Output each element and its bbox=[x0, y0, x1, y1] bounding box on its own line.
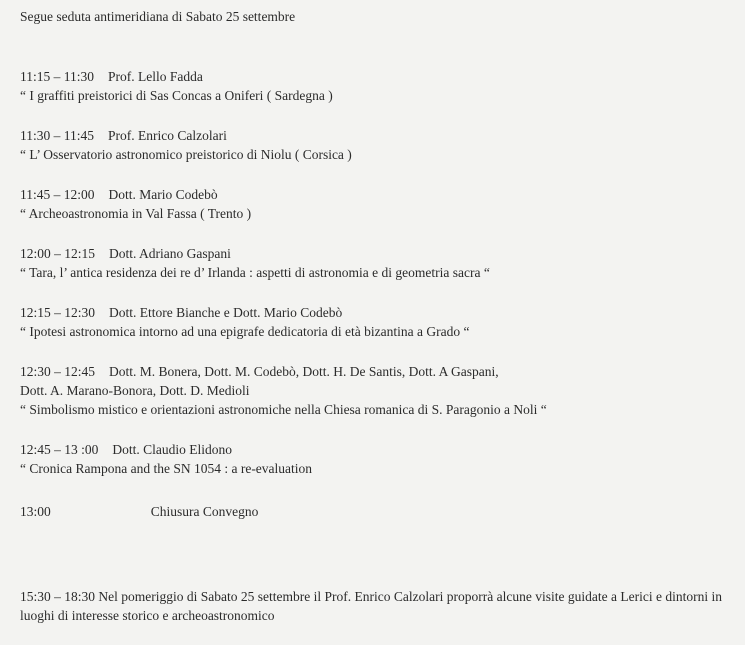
closing-label: Chiusura Convegno bbox=[150, 504, 259, 519]
session-speaker: Dott. Claudio Elidono bbox=[112, 442, 233, 457]
session-time-line bbox=[20, 246, 231, 262]
session-title: “ Cronica Rampona and the SN 1054 : a re-evaluation bbox=[20, 461, 313, 476]
session-title: “ Archeoastronomia in Val Fassa ( Trento ) bbox=[20, 206, 252, 221]
session-time-line bbox=[20, 128, 227, 144]
session-speaker: Dott. Adriano Gaspani bbox=[109, 246, 231, 261]
session-time: 11:45 – 12:00 bbox=[20, 187, 95, 202]
session-title: “ Simbolismo mistico e orientazioni astronomiche nella Chiesa romanica di S. Paragonio a Noli “ bbox=[20, 402, 547, 417]
session-time: 12:30 – 12:45 bbox=[20, 364, 96, 379]
session-title: “ Ipotesi astronomica intorno ad una epigrafe dedicatoria di età bizantina a Grado “ bbox=[20, 324, 470, 339]
session-speaker-continued: Dott. A. Marano-Bonora, Dott. D. Medioli bbox=[20, 383, 250, 398]
session-time-line bbox=[20, 69, 203, 85]
session-time: 11:30 – 11:45 bbox=[20, 128, 94, 143]
session-title: “ Tara, l’ antica residenza dei re d’ Irlanda : aspetti di astronomia e di geometria sacra “ bbox=[20, 265, 490, 280]
session-speaker: Prof. Lello Fadda bbox=[108, 69, 203, 84]
session-speaker: Dott. M. Bonera, Dott. M. Codebò, Dott. H. De Santis, Dott. A Gaspani, bbox=[109, 364, 499, 379]
session-time-line bbox=[20, 305, 342, 321]
session-time: 12:15 – 12:30 bbox=[20, 305, 96, 320]
page-header: Segue seduta antimeridiana di Sabato 25 settembre bbox=[20, 9, 296, 24]
session-time: 11:15 – 11:30 bbox=[20, 69, 94, 84]
closing-time: 13:00 bbox=[20, 504, 51, 519]
session-time-line bbox=[20, 442, 232, 458]
session-title: “ L’ Osservatorio astronomico preistorico di Niolu ( Corsica ) bbox=[20, 147, 352, 162]
session-time-line bbox=[20, 187, 218, 203]
session-title: “ I graffiti preistorici di Sas Concas a Oniferi ( Sardegna ) bbox=[20, 88, 333, 103]
closing-line bbox=[20, 504, 258, 520]
session-time: 12:00 – 12:15 bbox=[20, 246, 96, 261]
session-speaker: Prof. Enrico Calzolari bbox=[108, 128, 227, 143]
afternoon-paragraph: 15:30 – 18:30 Nel pomeriggio di Sabato 25 settembre il Prof. Enrico Calzolari proporrà alcune visite guidate a Lerici e dintorni in luoghi di interesse storico e archeoastronomico bbox=[20, 589, 722, 623]
session-speaker: Dott. Mario Codebò bbox=[108, 187, 218, 202]
session-speaker: Dott. Ettore Bianche e Dott. Mario Codebò bbox=[109, 305, 343, 320]
session-time: 12:45 – 13 :00 bbox=[20, 442, 99, 457]
session-time-line bbox=[20, 364, 499, 380]
